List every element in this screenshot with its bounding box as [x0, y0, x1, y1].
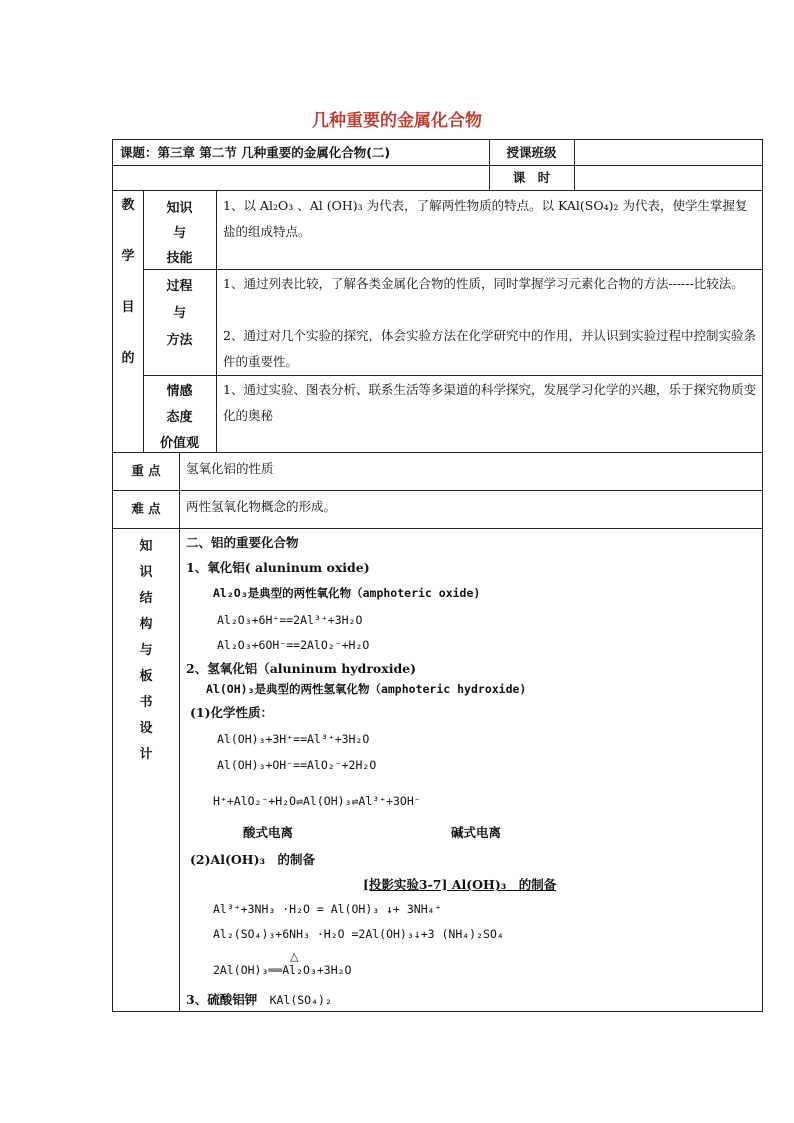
ionization-equation: H⁺+AlO₂⁻+H₂O⇌Al(OH)₃⇌Al³⁺+3OH⁻ [213, 794, 421, 808]
decomposition-equation: 2Al(OH)₃══Al₂O₃+3H₂O [213, 963, 352, 977]
hydroxide-equation-2: Al(OH)₃+OH⁻==AlO₂⁻+2H₂O [217, 758, 377, 772]
acid-ionization-label: 酸式电离 [243, 825, 294, 840]
difficult-point-label: 难 点 [131, 501, 161, 516]
emotion-label: 情感 态度 价值观 [159, 384, 199, 451]
process-text-1: 1、通过列表比较，了解各类金属化合物的性质，同时掌握学习元素化合物的方法------比较法。 [223, 276, 744, 291]
col-divider [179, 452, 180, 1011]
page-title: 几种重要的金属化合物 [312, 111, 482, 131]
period-label: 课 时 [512, 170, 551, 185]
alum-heading [186, 991, 332, 1009]
alumina-equation-2: Al₂O₃+6OH⁻==2AlO₂⁻+H₂O [217, 638, 370, 652]
alumina-description: Al₂O₃是典型的两性氧化物（amphoteric oxide) [213, 586, 481, 600]
knowledge-text: 1、以 Al₂O₃ 、Al (OH)₃ 为代表，了解两性物质的特点。以 KAl(SO₄)₂ 为代表，使学生掌握复盐的组成特点。 [223, 198, 748, 239]
row-divider [113, 452, 762, 453]
process-text-2: 2、通过对几个实验的探究，体会实验方法在化学研究中的作用，并认识到实验过程中控制实验条件的重要性。 [223, 328, 756, 369]
col-divider [216, 190, 217, 452]
difficult-point-text: 两性氢氧化物概念的形成。 [186, 499, 337, 514]
row-divider [113, 165, 762, 166]
row-divider [113, 490, 762, 491]
row-divider [143, 375, 762, 376]
row-divider [113, 528, 762, 529]
hydroxide-heading: 2、氢氧化铝（aluninum hydroxide) [186, 661, 417, 676]
heat-symbol: △ [290, 950, 299, 963]
col-divider [143, 190, 144, 452]
chem-properties-heading: (1)化学性质： [190, 705, 274, 720]
objectives-side-label: 教 学 目 的 [121, 198, 135, 366]
emotion-text: 1、通过实验、图表分析、联系生活等多渠道的科学探究，发展学习化学的兴趣，乐于探究物质变化的奥秘 [223, 382, 756, 423]
hydroxide-equation-1: Al(OH)₃+3H⁺==Al³⁺+3H₂O [217, 732, 370, 746]
class-label: 授课班级 [506, 145, 557, 160]
preparation-heading: (2)Al(OH)₃ 的制备 [190, 852, 315, 867]
col-divider [574, 140, 575, 190]
key-point-label: 重 点 [131, 463, 161, 478]
content-side-label: 知 识 结 构 与 板 书 设 计 [139, 539, 153, 762]
process-label: 过程 与 方法 [166, 279, 193, 348]
lesson-plan-table [112, 139, 763, 1012]
row-divider [143, 269, 762, 270]
alum-name: 3、硫酸铝钾 [186, 992, 258, 1007]
section-heading: 二、铝的重要化合物 [186, 535, 299, 550]
base-ionization-label: 碱式电离 [451, 825, 502, 840]
row-divider [113, 190, 762, 191]
alumina-equation-1: Al₂O₃+6H⁺==2Al³⁺+3H₂O [217, 613, 363, 627]
preparation-equation-1: Al³⁺+3NH₃ ·H₂O = Al(OH)₃ ↓+ 3NH₄⁺ [213, 902, 442, 916]
hydroxide-description: Al(OH)₃是典型的两性氢氧化物（amphoteric hydroxide) [206, 682, 527, 696]
experiment-title: [投影实验3-7] Al(OH)₃ 的制备 [363, 877, 557, 892]
lesson-subject: 课题：第三章 第二节 几种重要的金属化合物(二) [120, 145, 391, 160]
key-point-text: 氢氧化铝的性质 [186, 461, 274, 476]
preparation-equation-2: Al₂(SO₄)₃+6NH₃ ·H₂O =2Al(OH)₃↓+3 (NH₄)₂SO₄ [213, 927, 504, 941]
knowledge-label: 知识 与 技能 [166, 201, 193, 266]
alum-formula: KAl(SO₄)₂ [269, 993, 332, 1007]
alumina-heading: 1、氧化铝( aluninum oxide) [186, 560, 370, 575]
